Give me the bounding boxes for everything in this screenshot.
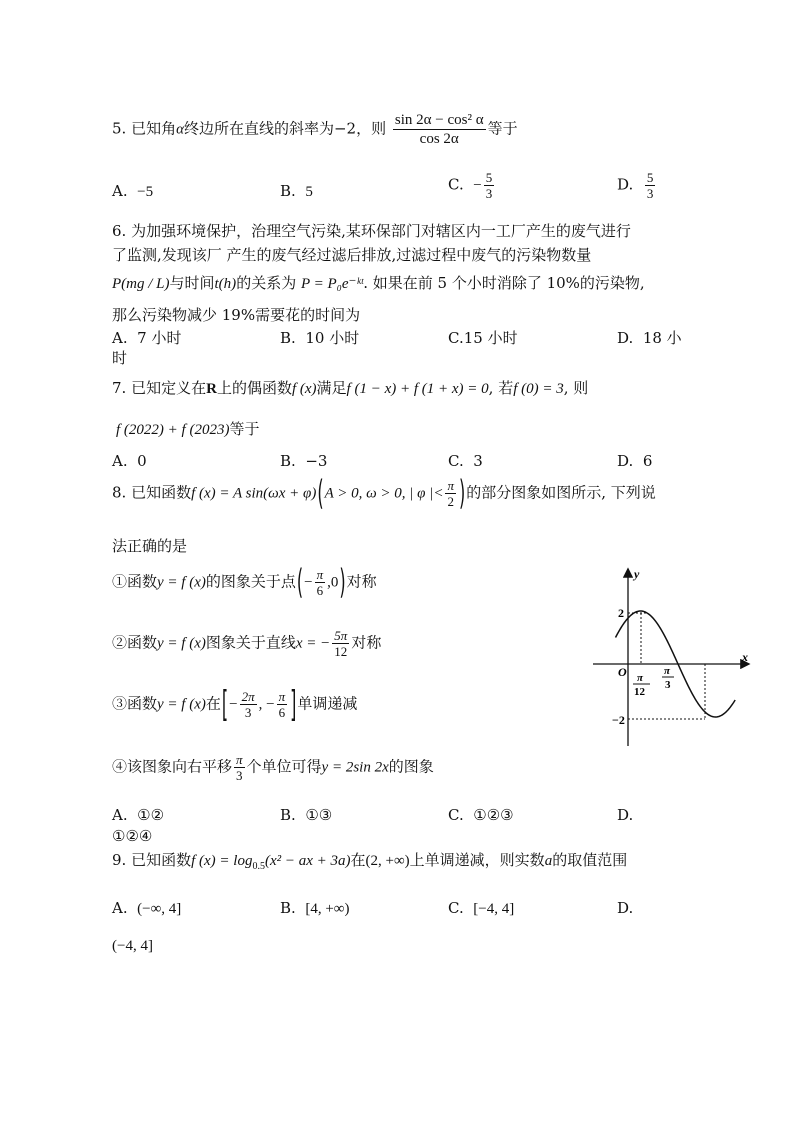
q7-option-a[interactable]: A. 0 [112, 452, 147, 470]
q5-stem [112, 111, 518, 148]
q6-line3: P(mg / L)与时间t(h)的关系为 P = P₀e⁻ᵏᵗ. 如果在前 5 个小时消除了 10%的污染物, [112, 274, 645, 292]
q6-line4: 那么污染物减少 19%需要花的时间为 [112, 306, 361, 324]
q8-statement-2: ②函数y = f (x)图象关于直线x = − $\frac{5\pi}{12}$ 对称 [112, 628, 382, 659]
q8-option-a[interactable]: A. ①② [112, 806, 165, 824]
q8-option-b[interactable]: B. ①③ [280, 806, 333, 824]
q7-line1: 7. 已知定义在R上的偶函数f (x)满足f (1 − x) + f (1 + x) = 0, 若f (0) = 3, 则 [112, 379, 589, 397]
q6-option-b[interactable]: B. 10 小时 [280, 329, 360, 347]
q5-option-d[interactable]: D. $\frac{5}{3}$ [617, 170, 654, 201]
q5-frac-num: sin 2α − cos² α [394, 112, 484, 128]
q9-option-c[interactable]: C. [−4, 4] [448, 899, 515, 917]
q5-option-a[interactable]: A. −5 [112, 182, 154, 200]
q5-option-b[interactable]: B. 5 [280, 182, 313, 200]
q8-option-c[interactable]: C. ①②③ [448, 806, 514, 824]
tick-pi-12-num: π [637, 672, 644, 684]
q5-option-d-frac: $\frac{5}{3}$ [646, 170, 654, 201]
graph-x-label: x [742, 650, 748, 664]
q5-option-c[interactable]: C. − $\frac{5}{3}$ [448, 170, 493, 201]
graph-y-label: y [634, 567, 640, 581]
q5-fraction [393, 111, 486, 148]
q7-option-b[interactable]: B. −3 [280, 452, 328, 470]
q8-statement-3: ③函数y = f (x)在[− $\frac{2\pi}{3}$ , − $\frac{\pi}{6}$ ]单调递减 [112, 682, 358, 725]
q7-option-c[interactable]: C. 3 [448, 452, 483, 470]
q5-option-c-frac: $\frac{5}{3}$ [485, 170, 493, 201]
q5-suffix: 等于 [487, 119, 518, 138]
tick-pi-12-den: 12 [634, 686, 645, 698]
q9-option-b[interactable]: B. [4, +∞) [280, 899, 350, 917]
q6-formula: P = P₀e⁻ᵏᵗ [300, 276, 364, 292]
q8-statement-4: ④该图象向右平移 $\frac{\pi}{3}$ 个单位可得y = 2sin 2x的图象 [112, 752, 434, 783]
graph-origin: O [618, 665, 627, 679]
q5-mid: 终边所在直线的斜率为−2，则 [183, 119, 387, 138]
q6-option-d-wrap: 时 [112, 349, 128, 367]
q6-option-d[interactable]: D. 18 小 [617, 329, 682, 347]
q6-line1: 6. 为加强环境保护，治理空气污染,某环保部门对辖区内一工厂产生的废气进行 [112, 222, 631, 240]
q6-line2: 了监测,发现该厂 产生的废气经过滤后排放,过滤过程中废气的污染物数量 [112, 246, 592, 264]
tick-pi-3-num: π [664, 665, 671, 677]
q7-line2: f (2022) + f (2023)等于 [116, 420, 260, 438]
q8-option-d[interactable]: D. [617, 806, 634, 824]
q9-option-d[interactable]: D. [617, 899, 634, 917]
q7-option-d[interactable]: D. 6 [617, 452, 653, 470]
q6-option-a[interactable]: A. 7 小时 [112, 329, 182, 347]
graph-min-label: −2 [612, 713, 625, 727]
tick-pi-3-den: 3 [665, 679, 671, 691]
q8-line1: 8. 已知函数f (x) = A sin(ωx + φ)(A > 0, ω > 0, | φ |< $\frac{\pi}{2}$ )的部分图象如图所示, 下列说 [112, 472, 656, 513]
q8-option-d-wrap: ①②④ [112, 827, 153, 845]
q8-sine-graph [588, 560, 758, 750]
q8-line2: 法正确的是 [112, 537, 188, 555]
q5-alpha: α [176, 121, 184, 138]
q5-frac-den: cos 2α [419, 131, 459, 147]
q8-statement-1: ①函数y = f (x)的图象关于点(− $\frac{\pi}{6}$ ,0)对称 [112, 561, 377, 602]
q5-prefix: 5. 已知角 [112, 119, 177, 138]
q6-option-c[interactable]: C.15 小时 [448, 329, 518, 347]
q9-option-a[interactable]: A. (−∞, 4] [112, 899, 182, 917]
q9-option-d-wrap: (−4, 4] [112, 938, 153, 954]
graph-max-label: 2 [618, 606, 624, 620]
q9-line1: 9. 已知函数f $(x) = \log_{0.5}(x^2$ − ax + 3a)在(2, +∞)上单调递减，则实数a的取值范围 [112, 851, 628, 872]
